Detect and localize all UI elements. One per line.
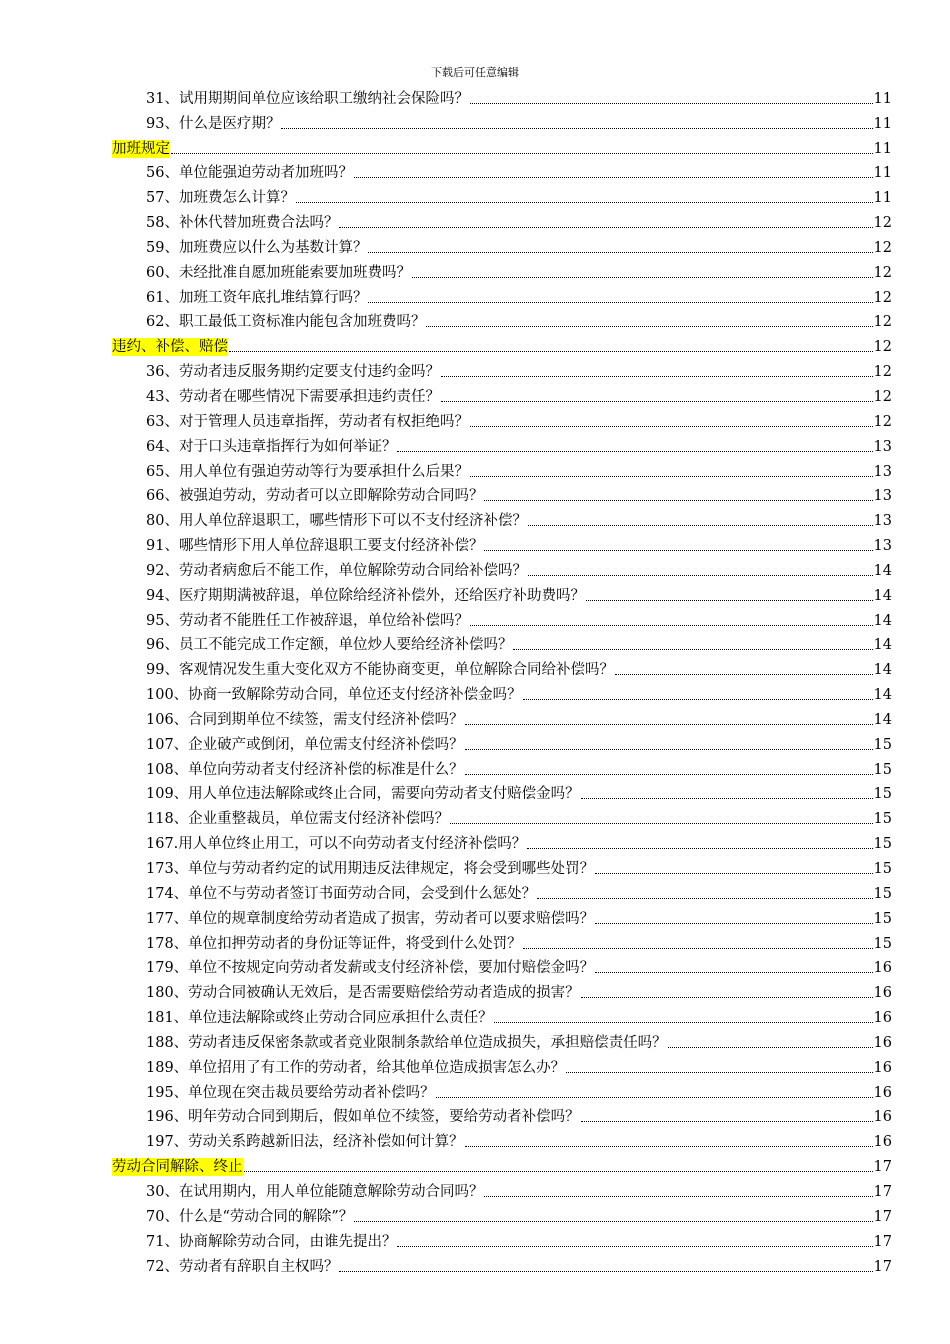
dot-leader [412, 277, 873, 278]
toc-entry[interactable] [110, 1176, 892, 1201]
toc-entry-title: 43、劳动者在哪些情况下需要承担违约责任？ [146, 388, 440, 405]
page-number: 17 [873, 1159, 892, 1176]
page-number: 15 [873, 786, 892, 803]
page-number: 14 [873, 637, 892, 654]
toc-entry[interactable] [110, 803, 892, 828]
dot-leader [566, 1072, 872, 1073]
page-number: 13 [873, 488, 892, 505]
dot-leader [397, 1246, 872, 1247]
toc-entry-title: 177、单位的规章制度给劳动者造成了损害，劳动者可以要求赔偿吗？ [146, 910, 595, 927]
toc-entry[interactable] [110, 1251, 892, 1276]
page-number: 15 [873, 811, 892, 828]
toc-section-title: 劳动合同解除、终止 [112, 1159, 243, 1176]
dot-leader [229, 351, 873, 352]
toc-entry-title: 31、试用期期间单位应该给职工缴纳社会保险吗？ [146, 90, 469, 107]
toc-section-heading[interactable] [110, 133, 892, 158]
toc-entry-title: 108、单位向劳动者支付经济补偿的标准是什么？ [146, 761, 464, 778]
toc-entry-title: 92、劳动者病愈后不能工作，单位解除劳动合同给补偿吗？ [146, 562, 527, 579]
dot-leader [581, 798, 873, 799]
toc-entry-title: 96、员工不能完成工作定额，单位炒人要给经济补偿吗？ [146, 637, 513, 654]
toc-entry-title: 56、单位能强迫劳动者加班吗？ [146, 165, 353, 182]
toc-entry-title: 106、合同到期单位不续签，需支付经济补偿吗？ [146, 711, 464, 728]
toc-entry-title: 62、职工最低工资标准内能包含加班费吗？ [146, 314, 426, 331]
dot-leader [581, 997, 873, 998]
toc-entry-title: 72、劳动者有辞职自主权吗？ [146, 1258, 339, 1275]
toc-entry[interactable] [110, 530, 892, 555]
dot-leader [586, 600, 873, 601]
page-number: 12 [873, 289, 892, 306]
page-number: 12 [873, 339, 892, 356]
dot-leader [354, 177, 873, 178]
table-of-contents [110, 83, 892, 1276]
toc-entry-title: 99、客观情况发生重大变化双方不能协商变更，单位解除合同给补偿吗？ [146, 662, 614, 679]
page-number: 14 [873, 711, 892, 728]
page-number: 15 [873, 885, 892, 902]
dot-leader [668, 1047, 873, 1048]
dot-leader [595, 923, 872, 924]
toc-entry-title: 195、单位现在突击裁员要给劳动者补偿吗？ [146, 1084, 435, 1101]
page-number: 16 [873, 1010, 892, 1027]
toc-entry-title: 174、单位不与劳动者签订书面劳动合同，会受到什么惩处？ [146, 885, 537, 902]
page-number: 17 [873, 1233, 892, 1250]
dot-leader [523, 699, 873, 700]
toc-entry-title: 181、单位违法解除或终止劳动合同应承担什么责任？ [146, 1010, 493, 1027]
toc-entry-title: 179、单位不按规定向劳动者发薪或支付经济补偿，要加付赔偿金吗？ [146, 960, 595, 977]
toc-entry[interactable] [110, 257, 892, 282]
toc-entry-title: 60、未经批准自愿加班能索要加班费吗？ [146, 264, 411, 281]
toc-entry-title: 109、用人单位违法解除或终止合同，需要向劳动者支付赔偿金吗？ [146, 786, 580, 803]
toc-entry[interactable] [110, 654, 892, 679]
toc-entry-title: 197、劳动关系跨越新旧法，经济补偿如何计算？ [146, 1134, 464, 1151]
toc-entry[interactable] [110, 977, 892, 1002]
page-number: 14 [873, 662, 892, 679]
toc-entry[interactable] [110, 83, 892, 108]
page-number: 11 [873, 140, 892, 157]
dot-leader [615, 674, 873, 675]
page-number: 14 [873, 587, 892, 604]
toc-entry-title: 58、补休代替加班费合法吗？ [146, 215, 339, 232]
toc-entry[interactable] [110, 232, 892, 257]
dot-leader [470, 476, 873, 477]
toc-entry[interactable] [110, 1002, 892, 1027]
toc-entry[interactable] [110, 182, 892, 207]
page-number: 16 [873, 1059, 892, 1076]
page-number: 16 [873, 1109, 892, 1126]
dot-leader [595, 972, 872, 973]
toc-entry-title: 70、什么是“劳动合同的解除”？ [146, 1208, 354, 1225]
dot-leader [465, 1146, 873, 1147]
toc-entry-title: 167.用人单位终止用工，可以不向劳动者支付经济补偿吗？ [146, 836, 527, 853]
toc-entry[interactable] [110, 605, 892, 630]
dot-leader [281, 128, 872, 129]
page-number: 11 [873, 165, 892, 182]
toc-entry[interactable] [110, 158, 892, 183]
toc-entry-title: 61、加班工资年底扎堆结算行吗？ [146, 289, 368, 306]
dot-leader [537, 898, 872, 899]
toc-entry-title: 107、企业破产或倒闭，单位需支付经济补偿吗？ [146, 736, 464, 753]
toc-entry-title: 65、用人单位有强迫劳动等行为要承担什么后果？ [146, 463, 469, 480]
dot-leader [513, 649, 872, 650]
dot-leader [450, 823, 872, 824]
page-number: 13 [873, 438, 892, 455]
dot-leader [527, 848, 872, 849]
toc-entry-title: 180、劳动合同被确认无效后，是否需要赔偿给劳动者造成的损害？ [146, 985, 580, 1002]
page-number: 14 [873, 687, 892, 704]
toc-entry[interactable] [110, 1226, 892, 1251]
page-number: 16 [873, 960, 892, 977]
dot-leader [465, 724, 873, 725]
dot-leader [470, 103, 873, 104]
toc-entry-title: 118、企业重整裁员，单位需支付经济补偿吗？ [146, 811, 450, 828]
dot-leader [523, 948, 873, 949]
toc-entry[interactable] [110, 729, 892, 754]
page-number: 17 [873, 1183, 892, 1200]
toc-entry[interactable] [110, 505, 892, 530]
toc-entry[interactable] [110, 356, 892, 381]
dot-leader [465, 749, 873, 750]
page-number: 12 [873, 364, 892, 381]
toc-entry[interactable] [110, 282, 892, 307]
page-number: 15 [873, 736, 892, 753]
page-number: 13 [873, 463, 892, 480]
dot-leader [581, 1121, 873, 1122]
page-number: 16 [873, 1134, 892, 1151]
toc-entry-title: 57、加班费怎么计算？ [146, 190, 295, 207]
page-number: 15 [873, 836, 892, 853]
toc-entry[interactable] [110, 679, 892, 704]
toc-section-title: 加班规定 [112, 140, 170, 157]
toc-entry-title: 80、用人单位辞退职工，哪些情形下可以不支付经济补偿？ [146, 513, 527, 530]
toc-entry-title: 188、劳动者违反保密条款或者竞业限制条款给单位造成损失，承担赔偿责任吗？ [146, 1034, 667, 1051]
toc-entry[interactable] [110, 754, 892, 779]
toc-entry-title: 63、对于管理人员违章指挥，劳动者有权拒绝吗？ [146, 413, 469, 430]
dot-leader [368, 302, 872, 303]
page-number: 12 [873, 264, 892, 281]
toc-entry[interactable] [110, 1077, 892, 1102]
page-number: 15 [873, 935, 892, 952]
dot-leader [397, 451, 872, 452]
dot-leader [470, 426, 873, 427]
dot-leader [494, 1022, 873, 1023]
toc-entry-title: 66、被强迫劳动，劳动者可以立即解除劳动合同吗？ [146, 488, 484, 505]
page-number: 17 [873, 1208, 892, 1225]
dot-leader [339, 1271, 872, 1272]
toc-entry[interactable] [110, 381, 892, 406]
dot-leader [528, 575, 873, 576]
page-number: 14 [873, 562, 892, 579]
page-number: 16 [873, 985, 892, 1002]
toc-entry[interactable] [110, 878, 892, 903]
page-number: 13 [873, 513, 892, 530]
dot-leader [441, 401, 873, 402]
page-number: 11 [873, 90, 892, 107]
toc-entry-title: 189、单位招用了有工作的劳动者，给其他单位造成损害怎么办？ [146, 1059, 566, 1076]
page-number: 15 [873, 861, 892, 877]
toc-entry-title: 178、单位扣押劳动者的身份证等证件，将受到什么处罚？ [146, 935, 522, 952]
page-header: 下载后可任意编辑 [431, 66, 519, 79]
page-number: 12 [873, 215, 892, 232]
toc-entry[interactable] [110, 953, 892, 978]
toc-entry-title: 71、协商解除劳动合同，由谁先提出？ [146, 1233, 397, 1250]
page-number: 15 [873, 910, 892, 927]
toc-entry[interactable] [110, 779, 892, 804]
toc-entry[interactable] [110, 307, 892, 332]
toc-entry[interactable] [110, 928, 892, 953]
toc-entry-title: 95、劳动者不能胜任工作被辞退，单位给补偿吗？ [146, 612, 469, 629]
toc-entry[interactable] [110, 108, 892, 133]
page-number: 16 [873, 1084, 892, 1101]
page-number: 11 [873, 115, 892, 132]
dot-leader [436, 1097, 873, 1098]
toc-section-heading[interactable] [110, 1151, 892, 1176]
toc-entry-title: 100、协商一致解除劳动合同，单位还支付经济补偿金吗？ [146, 687, 522, 704]
page-number: 12 [873, 239, 892, 256]
toc-entry[interactable] [110, 853, 892, 878]
page-number: 11 [873, 190, 892, 207]
toc-section-title: 违约、补偿、赔偿 [112, 339, 228, 356]
page-number: 16 [873, 1034, 892, 1051]
dot-leader [339, 227, 872, 228]
dot-leader [484, 550, 872, 551]
toc-entry[interactable] [110, 207, 892, 232]
toc-entry[interactable] [110, 456, 892, 481]
toc-entry-title: 91、哪些情形下用人单位辞退职工要支付经济补偿？ [146, 538, 484, 555]
dot-leader [244, 1171, 873, 1172]
toc-entry[interactable] [110, 481, 892, 506]
dot-leader [171, 153, 873, 154]
toc-entry-title: 196、明年劳动合同到期后，假如单位不续签，要给劳动者补偿吗？ [146, 1109, 580, 1126]
dot-leader [484, 500, 872, 501]
toc-entry[interactable] [110, 630, 892, 655]
page-number: 14 [873, 612, 892, 629]
toc-entry-title: 30、在试用期内，用人单位能随意解除劳动合同吗？ [146, 1183, 484, 1200]
toc-entry-title: 173、单位与劳动者约定的试用期违反法律规定，将会受到哪些处罚？ [146, 861, 595, 877]
page-number: 12 [873, 413, 892, 430]
page-number: 15 [873, 761, 892, 778]
toc-entry[interactable] [110, 580, 892, 605]
toc-entry-title: 59、加班费应以什么为基数计算？ [146, 239, 368, 256]
toc-entry[interactable] [110, 1102, 892, 1127]
dot-leader [426, 326, 872, 327]
dot-leader [441, 376, 873, 377]
page-number: 12 [873, 314, 892, 331]
toc-entry-title: 64、对于口头违章指挥行为如何举证？ [146, 438, 397, 455]
dot-leader [528, 525, 873, 526]
toc-entry-title: 36、劳动者违反服务期约定要支付违约金吗？ [146, 364, 440, 381]
toc-section-heading[interactable] [110, 331, 892, 356]
toc-entry[interactable] [110, 406, 892, 431]
page-number: 17 [873, 1258, 892, 1275]
page-number: 12 [873, 388, 892, 405]
toc-entry[interactable] [110, 1027, 892, 1052]
toc-entry-title: 94、医疗期期满被辞退，单位除给经济补偿外，还给医疗补助费吗？ [146, 587, 585, 604]
dot-leader [595, 873, 872, 874]
toc-entry[interactable] [110, 1052, 892, 1077]
dot-leader [484, 1196, 872, 1197]
toc-entry[interactable] [110, 828, 892, 853]
dot-leader [368, 252, 872, 253]
dot-leader [465, 774, 873, 775]
dot-leader [470, 625, 873, 626]
toc-entry[interactable] [110, 903, 892, 928]
toc-entry[interactable] [110, 431, 892, 456]
toc-entry[interactable] [110, 704, 892, 729]
dot-leader [296, 202, 873, 203]
toc-entry[interactable] [110, 555, 892, 580]
toc-entry[interactable] [110, 1126, 892, 1151]
toc-entry[interactable] [110, 1201, 892, 1226]
dot-leader [354, 1221, 872, 1222]
page-number: 13 [873, 538, 892, 555]
toc-entry-title: 93、什么是医疗期？ [146, 115, 281, 132]
